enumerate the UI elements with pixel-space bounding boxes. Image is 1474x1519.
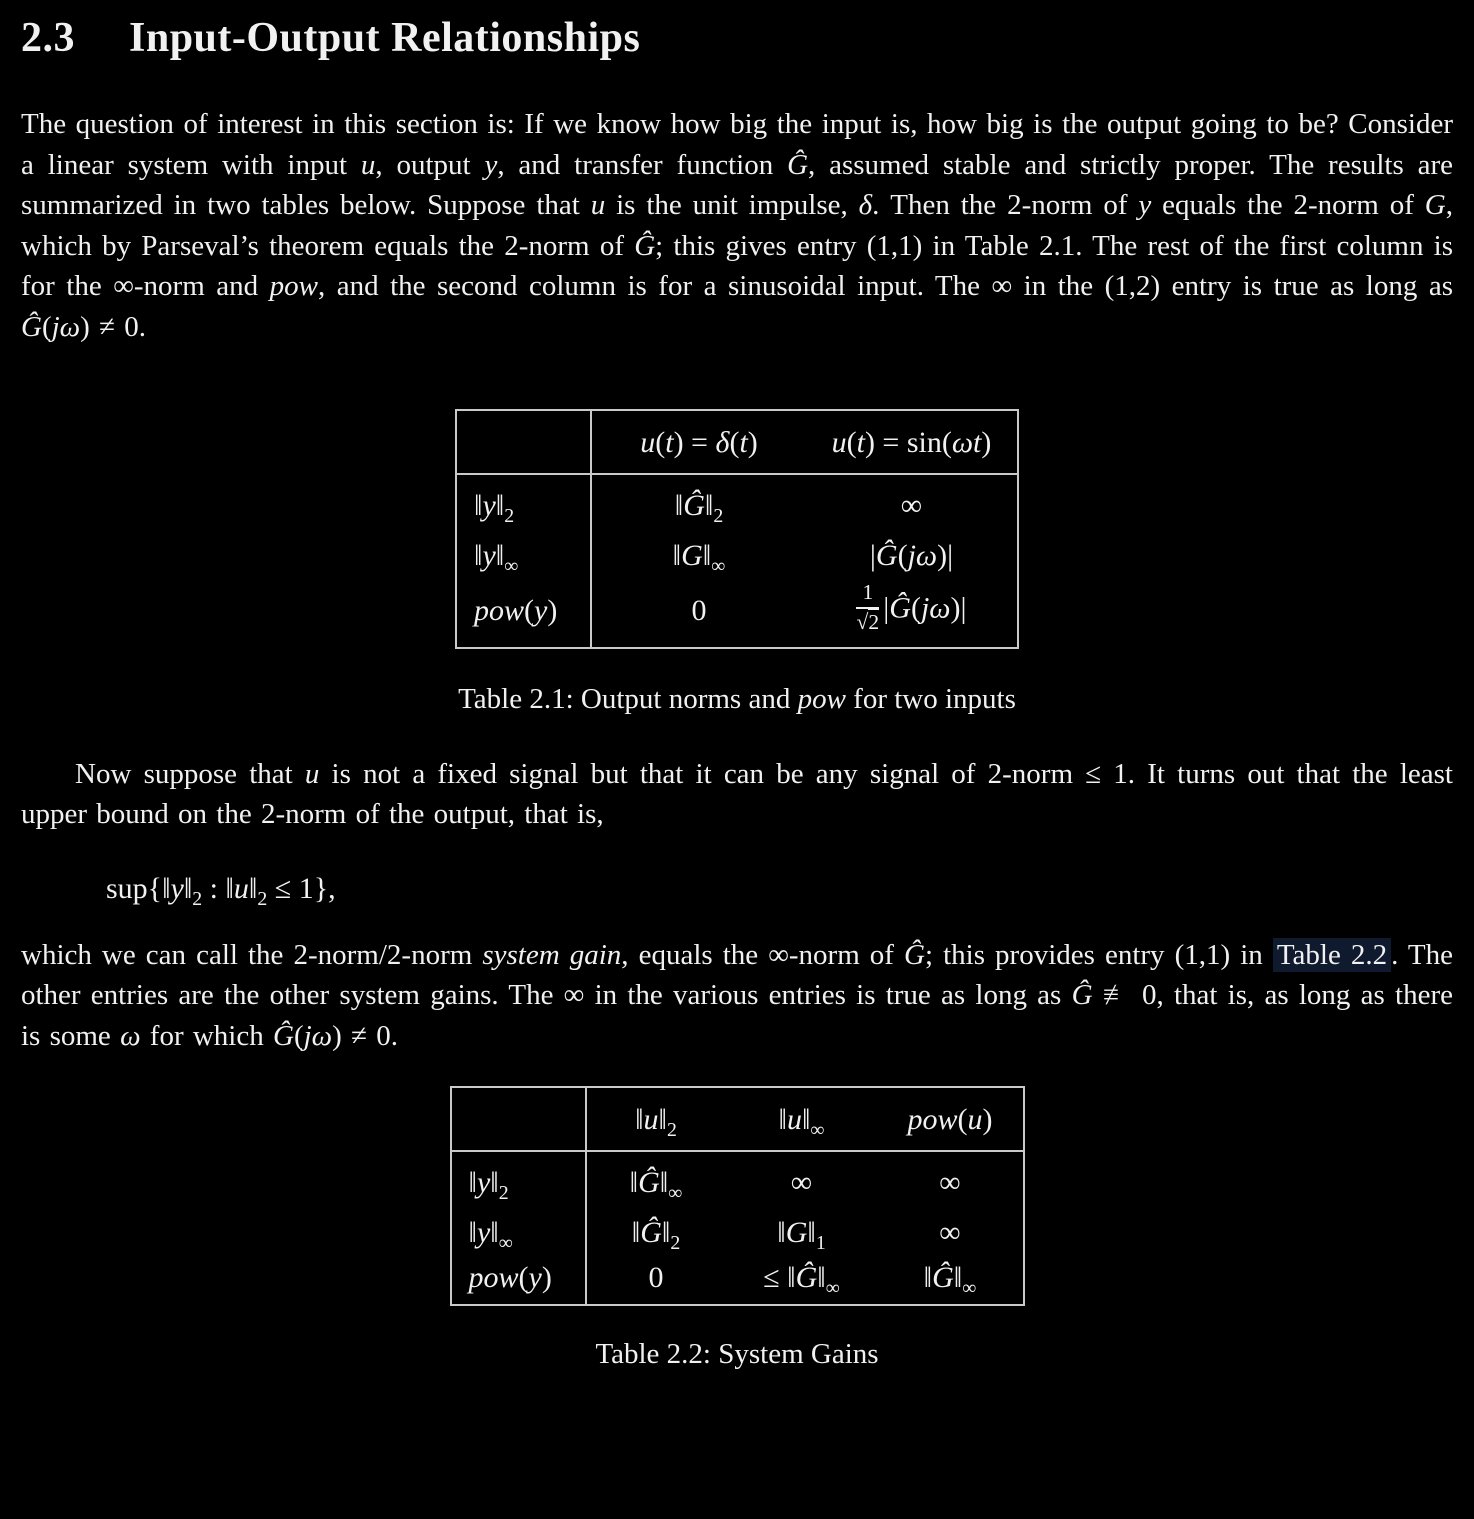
value-cell: 0 <box>648 1261 664 1295</box>
paragraph-1: The question of interest in this section is: If we know how big the input is, how big is the output going to be? Consider a linear system with input u, output y, and transfer function Ĝ, assumed stable and strictly proper. The results are summarized in two tables below. Suppose that u is the unit impulse, δ. Then the 2-norm of y equals the 2-norm of G, which by Parseval’s theorem equals the 2-norm of Ĝ; this gives entry (1,1) in Table 2.1. The rest of the first column is for the ∞-norm and pow, and the second column is for a sinusoidal input. The ∞ in the (1,2) entry is true as long as Ĝ(jω) ≠ 0. <box>21 108 1454 343</box>
table-row <box>451 1151 1024 1209</box>
table-row <box>456 532 1018 580</box>
table-row <box>456 474 1018 532</box>
sup-norm-equation: $sup\{‖y‖_2$ : $‖u‖_2 \le 1$}, <box>106 871 336 910</box>
section-title: Input-Output Relationships <box>129 15 641 61</box>
value-cell: |Ĝ(jω)| <box>869 539 954 573</box>
one-over-sqrt2-fraction: $\frac{1}{√2}$ <box>856 580 880 634</box>
value-cell: 0 <box>691 594 707 627</box>
column-header: u(t) = δ(t) <box>591 410 806 474</box>
row-label-cell: pow(y) <box>451 1257 586 1305</box>
table-row <box>456 410 1018 474</box>
value-cell: ≤ $‖Ĝ‖_\infty$ <box>763 1261 840 1300</box>
value-cell: $‖Ĝ‖_\infty$ <box>923 1261 977 1300</box>
table-row <box>451 1087 1024 1151</box>
table-2-2-caption: Table 2.2: System Gains <box>595 1338 879 1371</box>
table-2-1-caption: Table 2.1: Output norms and pow for two inputs <box>458 682 1016 715</box>
section-number: 2.3 <box>21 15 75 61</box>
value-cell: $‖Ĝ‖_2$ <box>631 1216 681 1255</box>
corner-cell <box>456 410 591 474</box>
table-2-1-container <box>21 409 1453 648</box>
row-label-cell: $‖y‖_\infty$ <box>456 532 591 580</box>
table-2-2 <box>450 1086 1025 1306</box>
value-cell: ∞ <box>939 1216 961 1250</box>
value-cell: $‖G‖_1$ <box>777 1216 826 1255</box>
column-header: $‖u‖_2$ <box>586 1087 726 1151</box>
value-cell: $‖G‖_\infty$ <box>672 539 726 578</box>
table-row <box>451 1209 1024 1257</box>
table-row <box>451 1257 1024 1305</box>
corner-cell <box>451 1087 586 1151</box>
row-label-cell: $‖y‖_2$ <box>456 474 591 532</box>
section-heading <box>21 14 1453 62</box>
row-label-cell: pow(y) <box>456 580 591 647</box>
column-header: u(t) = sin(ωt) <box>806 410 1018 474</box>
value-cell: ∞ <box>939 1166 961 1200</box>
value-cell: ∞ <box>900 489 923 523</box>
value-cell: $‖Ĝ‖_\infty$ <box>629 1166 683 1205</box>
value-cell: $‖Ĝ‖_2$ <box>674 489 724 528</box>
table-2-2-container <box>21 1086 1453 1306</box>
row-label-cell: $‖y‖_\infty$ <box>451 1209 586 1257</box>
paragraph-2: Now suppose that u is not a fixed signal but that it can be any signal of 2-norm ≤ 1. It turns out that the least upper bound on the 2-norm of the output, that is, <box>21 757 1453 831</box>
row-label-cell: $‖y‖_2$ <box>451 1151 586 1209</box>
value-cell: ∞ <box>790 1166 813 1200</box>
table-2-1 <box>455 409 1019 648</box>
table-row <box>456 580 1018 647</box>
column-header: pow(u) <box>878 1087 1024 1151</box>
paragraph-3: which we can call the 2-norm/2-norm system gain, equals the ∞-norm of Ĝ; this provides entry (1,1) in Table 2.2 . The other entries are the other system gains. The ∞ in the various entries is true as long as Ĝ ≢ 0, that is, as long as there is some ω for which Ĝ(jω) ≠ 0. <box>21 938 1454 1052</box>
table-2-2-link[interactable]: Table 2.2 <box>1273 938 1391 972</box>
column-header: $‖u‖_\infty$ <box>726 1087 878 1151</box>
value-cell: $\frac{1}{√2}$ |Ĝ(jω)| <box>856 580 967 634</box>
